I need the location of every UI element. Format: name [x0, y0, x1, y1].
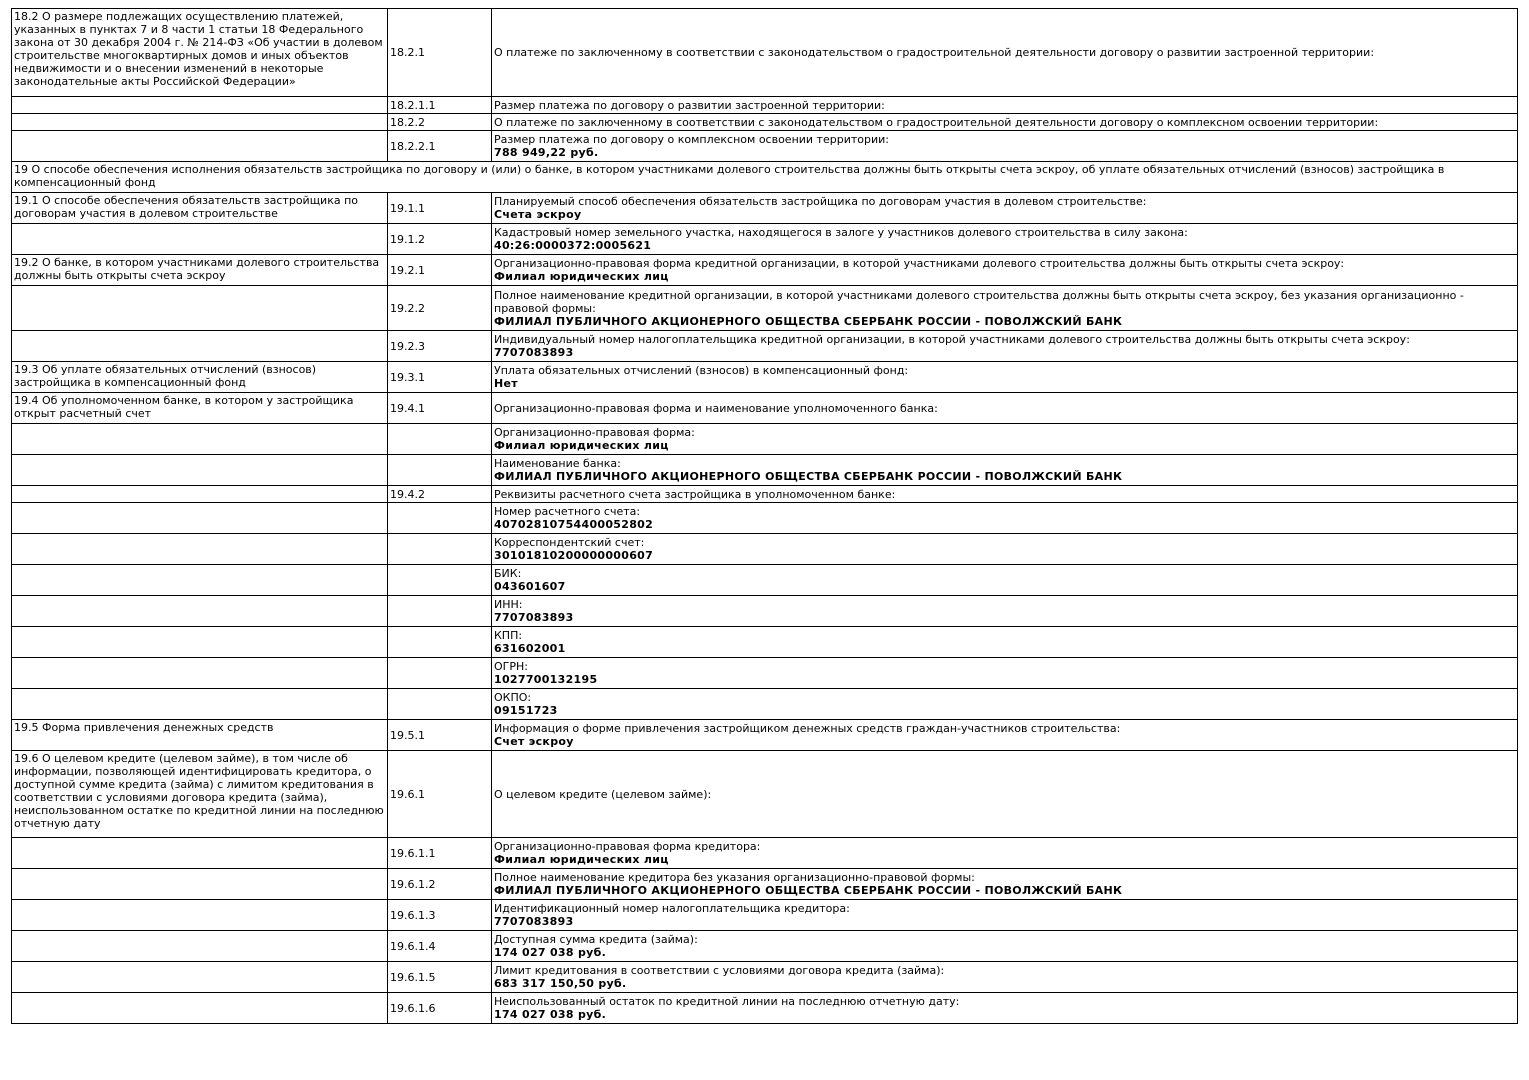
item-value: Счета эскроу	[494, 208, 582, 221]
item-code-cell	[388, 658, 492, 689]
item-value: 1027700132195	[494, 673, 598, 686]
item-value: Нет	[494, 377, 518, 390]
item-content-cell	[492, 362, 1518, 393]
section-title-cell	[12, 424, 388, 455]
table-row	[12, 838, 1518, 869]
section-title-cell	[12, 565, 388, 596]
item-value: 631602001	[494, 642, 566, 655]
table-row	[12, 751, 1518, 838]
section-title-cell	[12, 534, 388, 565]
item-content-cell	[492, 751, 1518, 838]
item-content-cell	[492, 486, 1518, 503]
table-row	[12, 9, 1518, 97]
item-content-cell	[492, 97, 1518, 114]
item-label: Лимит кредитования в соответствии с условиями договора кредита (займа):	[494, 964, 945, 977]
table-row	[12, 393, 1518, 424]
item-content-cell	[492, 596, 1518, 627]
item-label: Размер платежа по договору о комплексном освоении территории:	[494, 133, 889, 146]
table-row	[12, 900, 1518, 931]
item-code-cell: 18.2.1.1	[388, 97, 492, 114]
table-row	[12, 534, 1518, 565]
item-label: Номер расчетного счета:	[494, 505, 641, 518]
item-code-cell	[388, 503, 492, 534]
item-value: Филиал юридических лиц	[494, 853, 669, 866]
section-title-cell: 19.2 О банке, в котором участниками долевого строительства должны быть открыты счета эскроу	[12, 255, 388, 286]
section-title-cell	[12, 455, 388, 486]
item-content-cell	[492, 993, 1518, 1024]
table-row	[12, 114, 1518, 131]
item-code-cell: 19.2.2	[388, 286, 492, 331]
item-code-cell	[388, 534, 492, 565]
table-row	[12, 331, 1518, 362]
item-label: Планируемый способ обеспечения обязательств застройщика по договорам участия в долевом строительстве:	[494, 195, 1147, 208]
item-code-cell	[388, 689, 492, 720]
item-content-cell	[492, 9, 1518, 97]
item-label: Реквизиты расчетного счета застройщика в уполномоченном банке:	[494, 487, 896, 501]
table-row	[12, 596, 1518, 627]
table-row	[12, 455, 1518, 486]
table-row	[12, 720, 1518, 751]
item-value: 40:26:0000372:0005621	[494, 239, 652, 252]
item-content-cell	[492, 255, 1518, 286]
table-row	[12, 993, 1518, 1024]
item-value: 09151723	[494, 704, 558, 717]
disclosure-table-body	[12, 9, 1518, 1024]
section-title-cell	[12, 286, 388, 331]
section-title-cell	[12, 486, 388, 503]
section-title-cell: 19.4 Об уполномоченном банке, в котором у застройщика открыт расчетный счет	[12, 393, 388, 424]
item-content-cell	[492, 534, 1518, 565]
item-content-cell	[492, 689, 1518, 720]
item-label: ИНН:	[494, 598, 523, 611]
section-title-cell: 18.2 О размере подлежащих осуществлению платежей, указанных в пунктах 7 и 8 части 1 статьи 18 Федерального закона от 30 декабря 2004 г. № 214-ФЗ «Об участии в долевом строительстве многоквартирных домов и иных объектов недвижимости и о внесении изменений в некоторые законодательные акты Российской Федерации»	[12, 9, 388, 97]
section-heading: 19 О способе обеспечения исполнения обязательств застройщика по договору и (или) о банке, в котором участниками долевого строительства должны быть открыты счета эскроу, об уплате обязательных отчислений (взносов) застройщика в компенсационный фонд	[12, 162, 1518, 193]
item-value: ФИЛИАЛ ПУБЛИЧНОГО АКЦИОНЕРНОГО ОБЩЕСТВА СБЕРБАНК РОССИИ - ПОВОЛЖСКИЙ БАНК	[494, 884, 1123, 897]
item-code-cell: 19.6.1.1	[388, 838, 492, 869]
item-label: КПП:	[494, 629, 523, 642]
section-title-cell: 19.3 Об уплате обязательных отчислений (взносов) застройщика в компенсационный фонд	[12, 362, 388, 393]
item-value: Филиал юридических лиц	[494, 270, 669, 283]
item-label: Идентификационный номер налогоплательщика кредитора:	[494, 902, 850, 915]
table-row	[12, 162, 1518, 193]
item-code-cell	[388, 424, 492, 455]
item-code-cell: 18.2.2	[388, 114, 492, 131]
section-title-cell	[12, 689, 388, 720]
section-title-cell: 19.6 О целевом кредите (целевом займе), в том числе об информации, позволяющей идентифицировать кредитора, о доступной сумме кредита (займа) с лимитом кредитования в соответствии с условиями договора кредита (займа), неиспользованном остатке по кредитной линии на последнюю отчетную дату	[12, 751, 388, 838]
item-code-cell: 19.5.1	[388, 720, 492, 751]
item-content-cell	[492, 331, 1518, 362]
item-code-cell: 19.4.1	[388, 393, 492, 424]
item-label: Организационно-правовая форма:	[494, 426, 695, 439]
section-title-cell	[12, 97, 388, 114]
item-code-cell: 19.1.1	[388, 193, 492, 224]
item-content-cell	[492, 869, 1518, 900]
item-value: Счет эскроу	[494, 735, 574, 748]
item-value: Филиал юридических лиц	[494, 439, 669, 452]
table-row	[12, 565, 1518, 596]
section-title-cell	[12, 900, 388, 931]
item-content-cell	[492, 224, 1518, 255]
item-content-cell	[492, 424, 1518, 455]
table-row	[12, 962, 1518, 993]
table-row	[12, 486, 1518, 503]
item-code-cell	[388, 596, 492, 627]
item-label: Полное наименование кредитора без указания организационно-правовой формы:	[494, 871, 975, 884]
section-title-cell	[12, 869, 388, 900]
item-content-cell	[492, 838, 1518, 869]
item-content-cell	[492, 193, 1518, 224]
section-title-cell	[12, 962, 388, 993]
item-label: Размер платежа по договору о развитии застроенной территории:	[494, 98, 885, 112]
item-label: Неиспользованный остаток по кредитной линии на последнюю отчетную дату:	[494, 995, 960, 1008]
item-label: Наименование банка:	[494, 457, 621, 470]
item-value: 7707083893	[494, 611, 574, 624]
section-title-cell	[12, 331, 388, 362]
table-row	[12, 869, 1518, 900]
item-value: 7707083893	[494, 915, 574, 928]
item-content-cell	[492, 962, 1518, 993]
item-content-cell	[492, 455, 1518, 486]
item-value: ФИЛИАЛ ПУБЛИЧНОГО АКЦИОНЕРНОГО ОБЩЕСТВА СБЕРБАНК РОССИИ - ПОВОЛЖСКИЙ БАНК	[494, 470, 1123, 483]
section-title-cell	[12, 224, 388, 255]
item-content-cell	[492, 900, 1518, 931]
table-row	[12, 97, 1518, 114]
item-label: О платеже по заключенному в соответствии с законодательством о градостроительной деятельности договору о развитии застроенной территории:	[494, 46, 1375, 59]
item-content-cell	[492, 720, 1518, 751]
item-code-cell	[388, 565, 492, 596]
table-row	[12, 931, 1518, 962]
item-code-cell: 19.2.3	[388, 331, 492, 362]
item-code-cell: 19.6.1.2	[388, 869, 492, 900]
section-title-cell	[12, 993, 388, 1024]
item-code-cell	[388, 455, 492, 486]
section-title-cell	[12, 503, 388, 534]
item-label: Индивидуальный номер налогоплательщика кредитной организации, в которой участниками долевого строительства должны быть открыты счета эскроу:	[494, 333, 1410, 346]
item-label: ОКПО:	[494, 691, 532, 704]
section-title-cell	[12, 658, 388, 689]
item-code-cell	[388, 627, 492, 658]
item-code-cell: 19.3.1	[388, 362, 492, 393]
table-row	[12, 131, 1518, 162]
item-content-cell	[492, 286, 1518, 331]
item-code-cell: 19.4.2	[388, 486, 492, 503]
item-value: 788 949,22 руб.	[494, 146, 599, 159]
item-content-cell	[492, 627, 1518, 658]
item-label: Корреспондентский счет:	[494, 536, 645, 549]
item-content-cell	[492, 114, 1518, 131]
table-row	[12, 689, 1518, 720]
item-label: Организационно-правовая форма кредитной организации, в которой участниками долевого строительства должны быть открыты счета эскроу:	[494, 257, 1345, 270]
item-value: 174 027 038 руб.	[494, 946, 607, 959]
item-content-cell	[492, 931, 1518, 962]
item-content-cell	[492, 658, 1518, 689]
table-row	[12, 627, 1518, 658]
item-label: Организационно-правовая форма и наименование уполномоченного банка:	[494, 401, 938, 415]
section-title-cell	[12, 596, 388, 627]
table-row	[12, 255, 1518, 286]
table-row	[12, 193, 1518, 224]
table-row	[12, 362, 1518, 393]
item-label: Информация о форме привлечения застройщиком денежных средств граждан-участников строительства:	[494, 722, 1121, 735]
item-label: Уплата обязательных отчислений (взносов) в компенсационный фонд:	[494, 364, 909, 377]
item-content-cell	[492, 565, 1518, 596]
item-code-cell: 19.6.1	[388, 751, 492, 838]
item-content-cell	[492, 503, 1518, 534]
item-code-cell: 19.1.2	[388, 224, 492, 255]
section-title-cell	[12, 131, 388, 162]
item-value: 40702810754400052802	[494, 518, 654, 531]
table-row	[12, 658, 1518, 689]
item-code-cell: 19.2.1	[388, 255, 492, 286]
item-value: 043601607	[494, 580, 566, 593]
item-value: 683 317 150,50 руб.	[494, 977, 627, 990]
item-label: БИК:	[494, 567, 522, 580]
item-label: ОГРН:	[494, 660, 528, 673]
item-label: Доступная сумма кредита (займа):	[494, 933, 698, 946]
item-content-cell	[492, 131, 1518, 162]
item-value: 7707083893	[494, 346, 574, 359]
item-value: 30101810200000000607	[494, 549, 654, 562]
section-title-cell	[12, 114, 388, 131]
item-value: ФИЛИАЛ ПУБЛИЧНОГО АКЦИОНЕРНОГО ОБЩЕСТВА СБЕРБАНК РОССИИ - ПОВОЛЖСКИЙ БАНК	[494, 314, 1123, 328]
item-value: 174 027 038 руб.	[494, 1008, 607, 1021]
section-title-cell: 19.1 О способе обеспечения обязательств застройщика по договорам участия в долевом строительстве	[12, 193, 388, 224]
item-code-cell: 19.6.1.5	[388, 962, 492, 993]
item-label: Кадастровый номер земельного участка, находящегося в залоге у участников долевого строительства в силу закона:	[494, 226, 1188, 239]
item-code-cell: 18.2.2.1	[388, 131, 492, 162]
item-label: Полное наименование кредитной организации, в которой участниками долевого строительства должны быть открыты счета эскроу, без указания организационно - правовой формы:	[494, 288, 1464, 315]
item-label: О целевом кредите (целевом займе):	[494, 787, 712, 801]
section-title-cell	[12, 627, 388, 658]
item-code-cell: 18.2.1	[388, 9, 492, 97]
item-label: Организационно-правовая форма кредитора:	[494, 840, 761, 853]
item-content-cell	[492, 393, 1518, 424]
item-label: О платеже по заключенному в соответствии с законодательством о градостроительной деятельности договору о комплексном освоении территории:	[494, 115, 1379, 129]
section-title-cell	[12, 838, 388, 869]
section-title-cell	[12, 931, 388, 962]
table-row	[12, 286, 1518, 331]
section-title-cell: 19.5 Форма привлечения денежных средств	[12, 720, 388, 751]
disclosure-table	[11, 8, 1518, 1024]
item-code-cell: 19.6.1.6	[388, 993, 492, 1024]
table-row	[12, 424, 1518, 455]
table-row	[12, 503, 1518, 534]
table-row	[12, 224, 1518, 255]
item-code-cell: 19.6.1.3	[388, 900, 492, 931]
item-code-cell: 19.6.1.4	[388, 931, 492, 962]
